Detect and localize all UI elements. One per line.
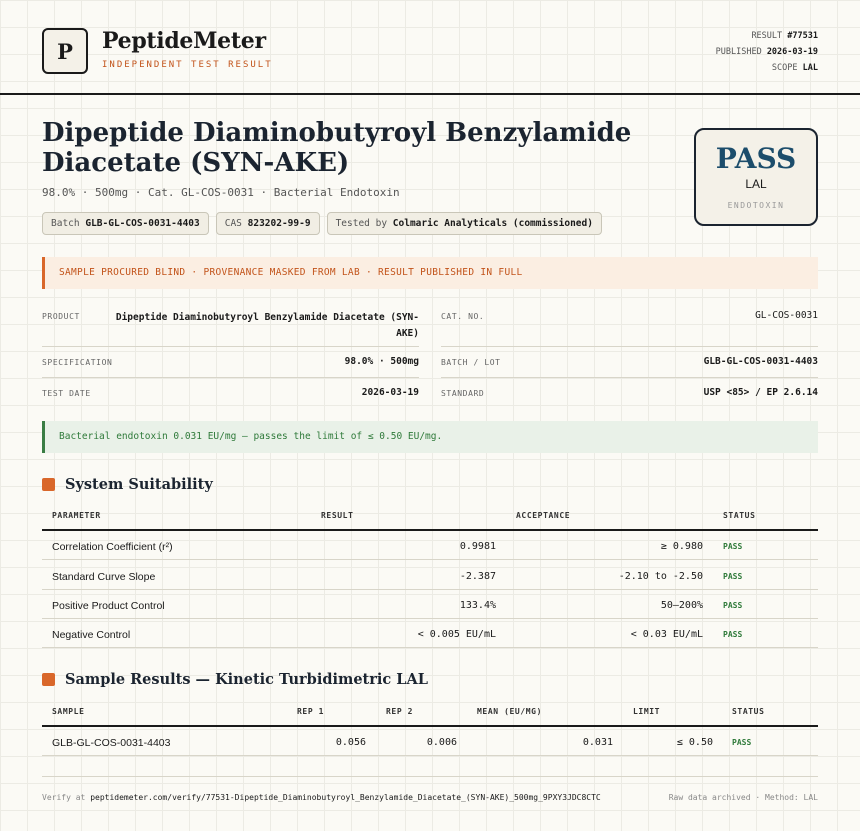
verdict-banner: Bacterial endotoxin 0.031 EU/mg — passes the limit of ≤ 0.50 EU/mg. — [42, 421, 818, 453]
brand-tagline: INDEPENDENT TEST RESULT — [102, 60, 273, 70]
cas-chip — [216, 212, 320, 235]
header-parameter: PARAMETER — [52, 511, 101, 520]
batch-chip-label: Batch — [51, 218, 80, 229]
row-acceptance: ≥ 0.980 — [660, 541, 703, 552]
verify-label: Verify at — [42, 793, 86, 802]
published-date: 2026-03-19 — [766, 47, 818, 57]
table-row — [42, 590, 818, 619]
detail-cat-value: GL-COS-0031 — [755, 310, 818, 321]
detail-batch-lot — [441, 356, 818, 372]
detail-product-value: Dipeptide Diaminobutyroyl Benzylamide Diacetate (SYN-AKE) — [115, 312, 419, 339]
scope-value: LAL — [802, 63, 818, 73]
header-rep2: REP 2 — [386, 707, 414, 716]
detail-date-label: TEST DATE — [42, 389, 91, 398]
product-chips — [42, 212, 602, 235]
row-rep2: 0.006 — [426, 737, 457, 748]
detail-cat-label: CAT. NO. — [441, 312, 485, 321]
row-status-badge: PASS — [723, 601, 743, 610]
row-acceptance: < 0.03 EU/mL — [630, 629, 703, 640]
product-title: Dipeptide Diaminobutyroyl Benzylamide Diacetate (SYN-AKE) — [42, 118, 632, 178]
row-mean: 0.031 — [582, 737, 613, 748]
row-parameter: Negative Control — [52, 629, 131, 641]
detail-spec-value: 98.0% · 500mg — [344, 356, 419, 367]
suitability-heading — [42, 476, 213, 493]
row-result: -2.387 — [459, 571, 496, 582]
published-label: PUBLISHED — [715, 47, 762, 57]
header-result: RESULT — [321, 511, 354, 520]
product-subtitle: 98.0% · 500mg · Cat. GL-COS-0031 · Bacterial Endotoxin — [42, 186, 400, 199]
detail-test-date — [42, 387, 419, 403]
row-result: 0.9981 — [459, 541, 496, 552]
brand-block — [102, 28, 273, 70]
brand-logo: P — [42, 28, 88, 74]
row-parameter: Positive Product Control — [52, 600, 165, 612]
footer-note: Raw data archived · Method: LAL — [668, 793, 818, 802]
detail-divider — [42, 346, 419, 347]
header-limit: LIMIT — [633, 707, 661, 716]
row-result: 133.4% — [459, 600, 496, 611]
cas-chip-label: CAS — [224, 218, 242, 229]
detail-divider — [42, 377, 419, 378]
row-limit: ≤ 0.50 — [676, 737, 713, 748]
row-acceptance: 50–200% — [660, 600, 703, 611]
row-sample: GLB-GL-COS-0031-4403 — [52, 737, 171, 749]
result-number: #77531 — [787, 31, 818, 41]
table-row — [42, 531, 818, 560]
table-row — [42, 619, 818, 648]
batch-chip — [42, 212, 209, 235]
report-footer — [42, 793, 818, 802]
blind-sample-notice: SAMPLE PROCURED BLIND · PROVENANCE MASKED FROM LAB · RESULT PUBLISHED IN FULL — [42, 257, 818, 289]
verdict-result: PASS — [715, 142, 797, 175]
section-marker-icon — [42, 673, 55, 686]
result-label: RESULT — [751, 31, 783, 41]
detail-batch-value: GLB-GL-COS-0031-4403 — [703, 356, 818, 367]
tested-by-chip — [327, 212, 602, 235]
batch-chip-value: GLB-GL-COS-0031-4403 — [85, 218, 200, 229]
tested-by-label: Tested by — [335, 218, 388, 229]
tested-by-value: Colmaric Analyticals (commissioned) — [392, 218, 593, 229]
row-parameter: Correlation Coefficient (r²) — [52, 541, 173, 553]
header-divider — [0, 93, 860, 95]
detail-divider — [441, 377, 818, 378]
samples-title: Sample Results — Kinetic Turbidimetric LAL — [65, 671, 428, 688]
header-sample: SAMPLE — [52, 707, 85, 716]
detail-batch-label: BATCH / LOT — [441, 358, 501, 367]
samples-heading — [42, 671, 428, 688]
report-header — [42, 28, 818, 78]
header-mean: MEAN (EU/MG) — [477, 707, 542, 716]
verify-link[interactable]: peptidemeter.com/verify/77531-Dipeptide_Diaminobutyroyl_Benzylamide_Diacetate_(SYN-AKE)_500mg_9PXY3JDC8CTC — [90, 793, 601, 802]
table-row — [42, 727, 818, 756]
suitability-title: System Suitability — [65, 476, 213, 493]
detail-product — [42, 310, 419, 344]
detail-specification — [42, 356, 419, 372]
verdict-method: LAL — [745, 177, 767, 191]
verdict-badge — [694, 128, 818, 226]
row-status-badge: PASS — [723, 630, 743, 639]
row-status-badge: PASS — [723, 572, 743, 581]
detail-product-label: PRODUCT — [42, 312, 80, 321]
section-marker-icon — [42, 478, 55, 491]
header-status: STATUS — [723, 511, 756, 520]
row-parameter: Standard Curve Slope — [52, 571, 156, 583]
detail-cat-no — [441, 310, 818, 326]
table-row — [42, 561, 818, 590]
report-meta — [716, 28, 818, 76]
detail-standard-value: USP <85> / EP 2.6.14 — [703, 387, 818, 398]
row-acceptance: -2.10 to -2.50 — [618, 571, 703, 582]
row-rep1: 0.056 — [335, 737, 366, 748]
footer-divider — [42, 776, 818, 777]
row-status-badge: PASS — [723, 542, 743, 551]
detail-standard-label: STANDARD — [441, 389, 485, 398]
brand-name: PeptideMeter — [102, 28, 266, 54]
detail-divider — [441, 346, 818, 347]
cas-chip-value: 823202-99-9 — [247, 218, 311, 229]
row-status-badge: PASS — [732, 738, 752, 747]
detail-date-value: 2026-03-19 — [361, 387, 419, 398]
scope-label: SCOPE — [771, 63, 798, 73]
verdict-scope: ENDOTOXIN — [727, 201, 785, 210]
header-status: STATUS — [732, 707, 765, 716]
header-acceptance: ACCEPTANCE — [516, 511, 571, 520]
detail-standard — [441, 387, 818, 403]
detail-spec-label: SPECIFICATION — [42, 358, 113, 367]
row-result: < 0.005 EU/mL — [417, 629, 496, 640]
header-rep1: REP 1 — [297, 707, 325, 716]
